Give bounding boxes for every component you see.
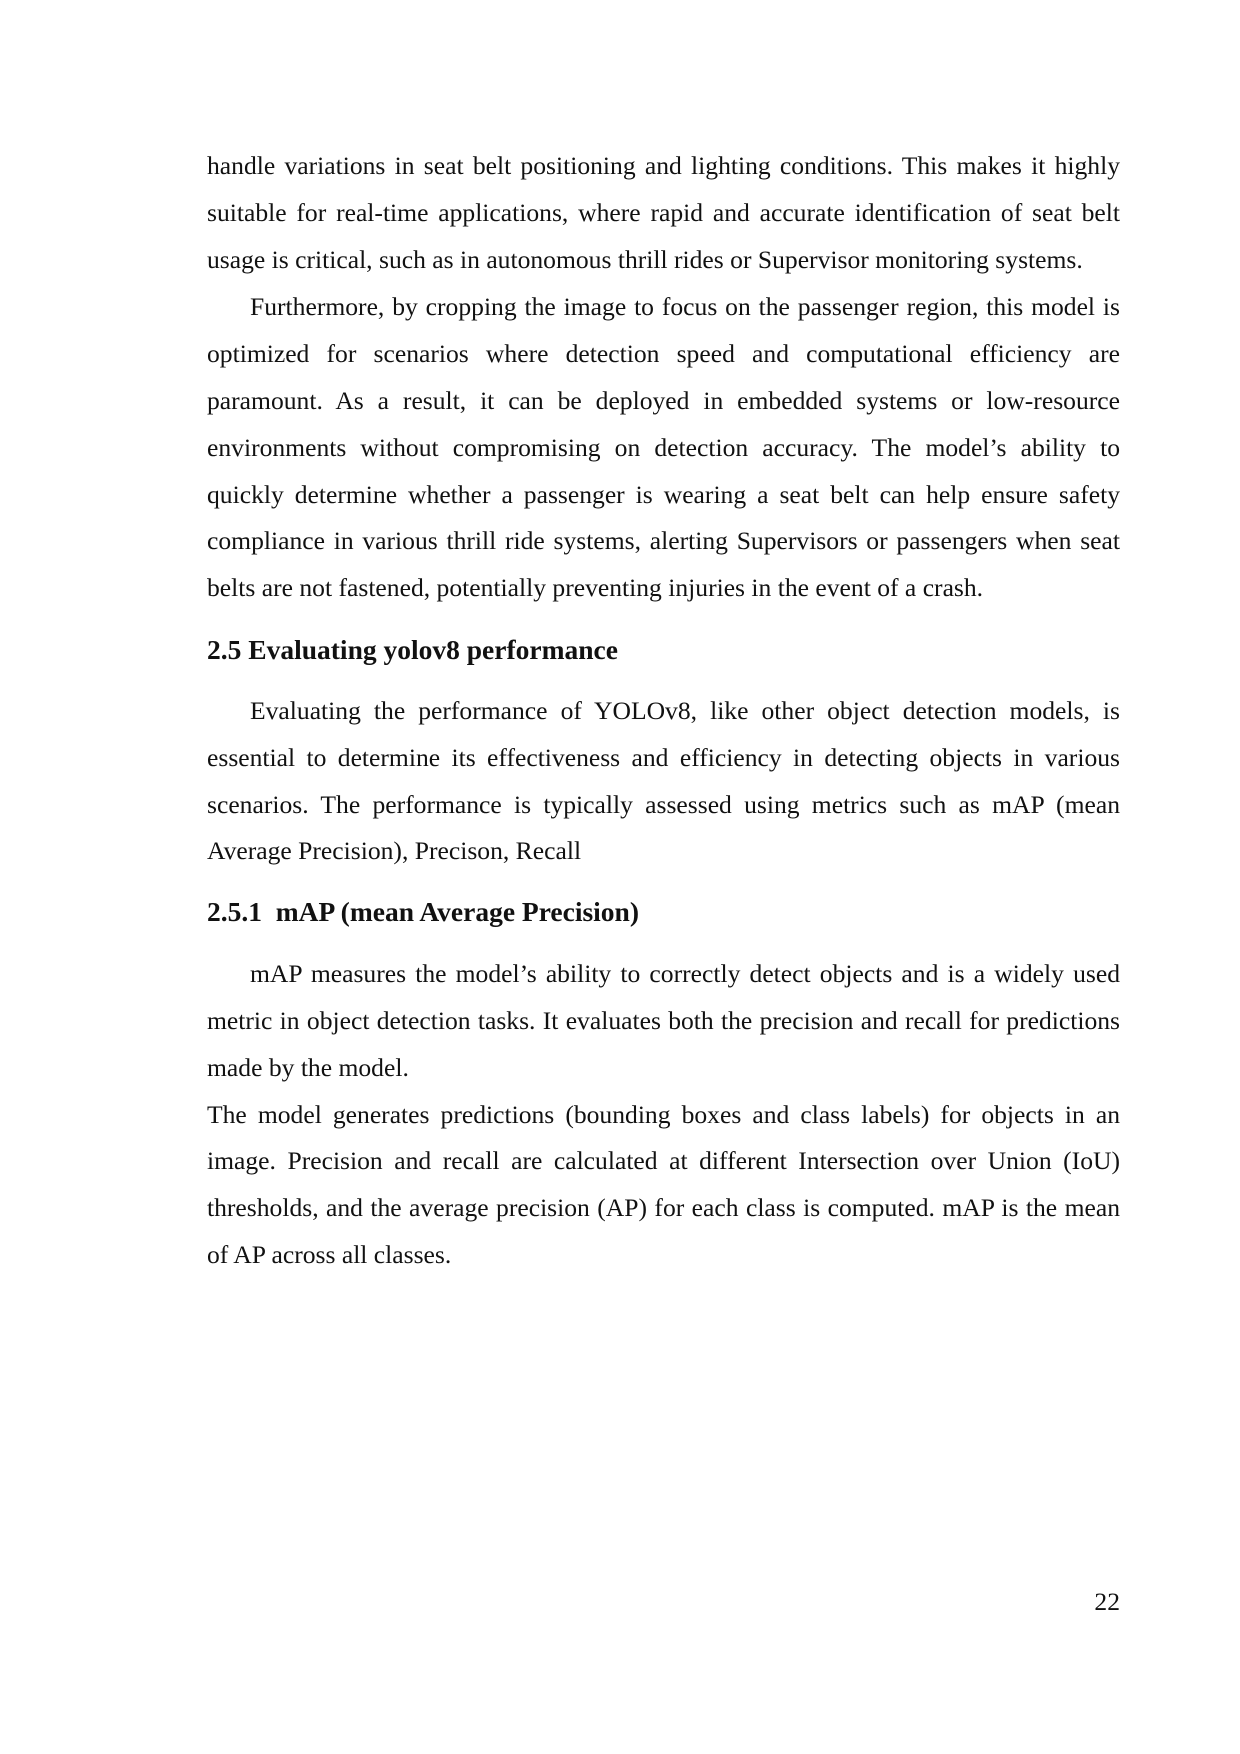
paragraph-map-definition: mAP measures the model’s ability to correctly detect objects and is a widely used metric in object detection tasks. It evaluates both the precision and recall for predictions made by the model. bbox=[207, 959, 1120, 1082]
paragraph-furthermore: Furthermore, by cropping the image to focus on the passenger region, this model is optimized for scenarios where detection speed and computational efficiency are paramount. As a result, it can be deployed in embedded systems or low-resource environments without compromising on detection accuracy. The model’s ability to quickly determine whether a passenger is wearing a seat belt can help ensure safety compliance in various thrill ride systems, alerting Supervisors or passengers when seat belts are not fastened, potentially preventing injuries in the event of a crash. bbox=[207, 292, 1120, 603]
paragraph-continued: handle variations in seat belt positioning and lighting conditions. This makes it highly suitable for real-time applications, where rapid and accurate identification of seat belt usage is critical, such as in autonomous thrill rides or Supervisor monitoring systems. bbox=[207, 151, 1120, 274]
section-heading-2-5-1: 2.5.1 mAP (mean Average Precision) bbox=[207, 896, 640, 928]
page-number: 22 bbox=[1094, 1587, 1120, 1616]
section-heading-2-5: 2.5 Evaluating yolov8 performance bbox=[207, 633, 618, 665]
page-content bbox=[207, 143, 1120, 1279]
paragraph-evaluating: Evaluating the performance of YOLOv8, like other object detection models, is essential to determine its effectiveness and efficiency in detecting objects in various scenarios. The performance is typically assessed using metrics such as mAP (mean Average Precision), Precison, Recall bbox=[207, 695, 1120, 866]
paragraph-map-computation: The model generates predictions (bounding boxes and class labels) for objects in an image. Precision and recall are calculated at different Intersection over Union (IoU) thresholds, and the average precision (AP) for each class is computed. mAP is the mean of AP across all classes. bbox=[207, 1099, 1120, 1269]
